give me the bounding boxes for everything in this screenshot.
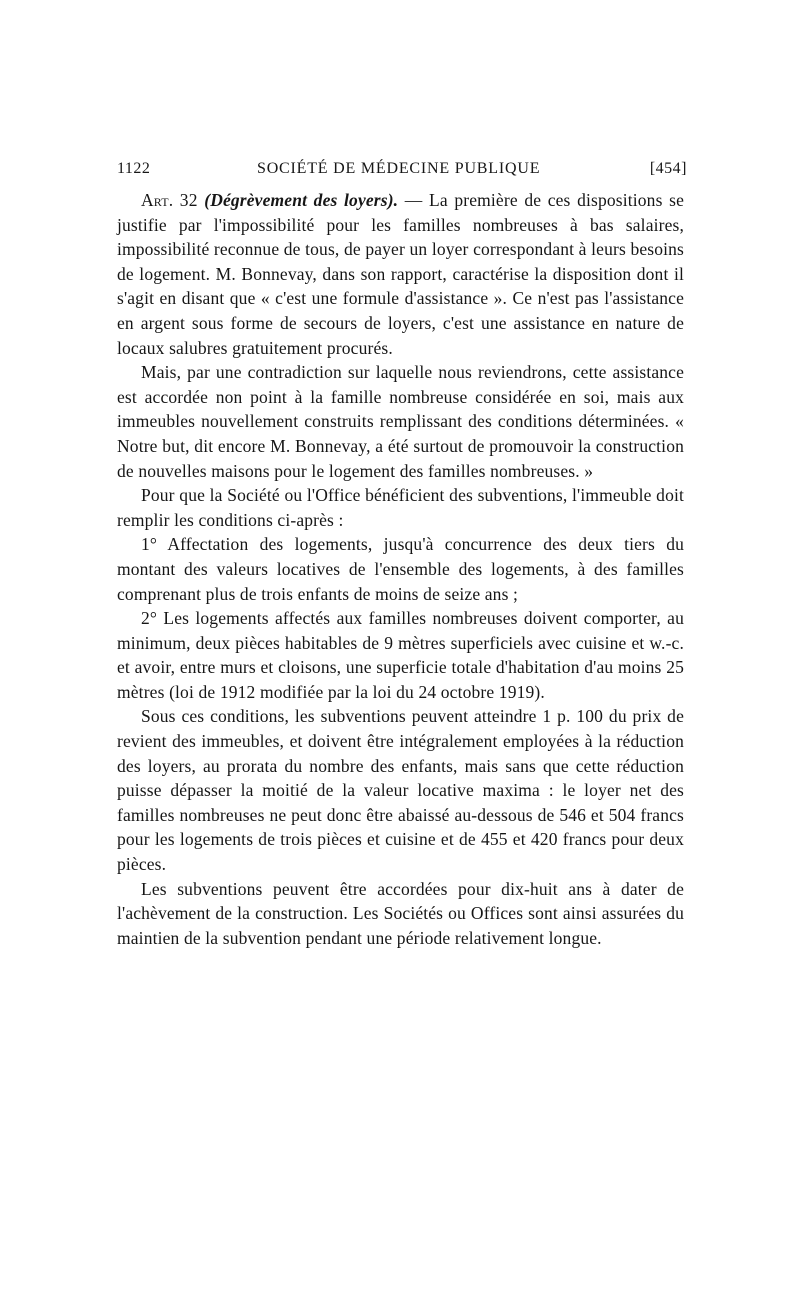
paragraph-subsidy-amounts: Sous ces conditions, les subventions peuvent atteindre 1 p. 100 du prix de revient des immeubles, et doivent être intégralement employées à la réduction des loyers, au prorata du nombre des enfants, mais sans que cette réduction puisse dépasser la moitié de la valeur locative maxima : le loyer net des familles nombreuses ne peut donc être abaissé au-dessous de 546 et 504 francs pour les logements de trois pièces et cuisine et de 455 et 420 francs pour deux pièces. xyxy=(117,706,684,875)
running-header xyxy=(117,160,687,186)
paragraph-contradiction: Mais, par une contradiction sur laquelle nous reviendrons, cette assistance est accordée non point à la famille nombreuse considérée en soi, mais aux immeubles nouvellement construits remplissant des conditions déterminées. « Notre but, dit encore M. Bonnevay, a été surtout de promouvoir la construction de nouvelles maisons pour le logement des familles nombreuses. » xyxy=(117,362,684,481)
running-title: SOCIÉTÉ DE MÉDECINE PUBLIQUE xyxy=(257,160,541,177)
paragraph-article-32 xyxy=(117,188,684,360)
bracket-reference: [454] xyxy=(649,160,687,177)
paragraph-condition-2: 2° Les logements affectés aux familles nombreuses doivent comporter, au minimum, deux pièces habitables de 9 mètres superficiels avec cuisine et w.-c. et avoir, entre murs et cloisons, une superficie totale d'habitation d'au moins 25 mètres (loi de 1912 modifiée par la loi du 24 octobre 1919). xyxy=(117,608,684,702)
paragraph-text: — La première de ces dispositions se justifie par l'impossibilité pour les familles nombreuses à bas salaires, impossibilité reconnue de tous, de payer un loyer correspondant à leurs besoins de logement. M. Bonnevay, dans son rapport, caractérise la disposition dont il s'agit en disant que « c'est une formule d'assistance ». Ce n'est pas l'assistance en argent sous forme de secours de loyers, c'est une assistance en nature de locaux salubres gratuitement procurés. xyxy=(117,190,684,358)
paragraph-subsidy-duration: Les subventions peuvent être accordées pour dix-huit ans à dater de l'achèvement de la construction. Les Sociétés ou Offices sont ainsi assurées du maintien de la subvention pendant une période relativement longue. xyxy=(117,878,684,948)
book-page xyxy=(117,160,687,950)
paragraph-condition-1: 1° Affectation des logements, jusqu'à concurrence des deux tiers du montant des valeurs locatives de l'ensemble des logements, à des familles comprenant plus de trois enfants de moins de seize ans ; xyxy=(117,534,684,604)
paragraph-conditions-intro: Pour que la Société ou l'Office bénéficient des subventions, l'immeuble doit remplir les conditions ci-après : xyxy=(117,485,684,530)
article-title: (Dégrèvement des loyers). xyxy=(204,190,399,210)
page-number: 1122 xyxy=(117,160,151,177)
article-label: Art. 32 xyxy=(141,190,198,210)
